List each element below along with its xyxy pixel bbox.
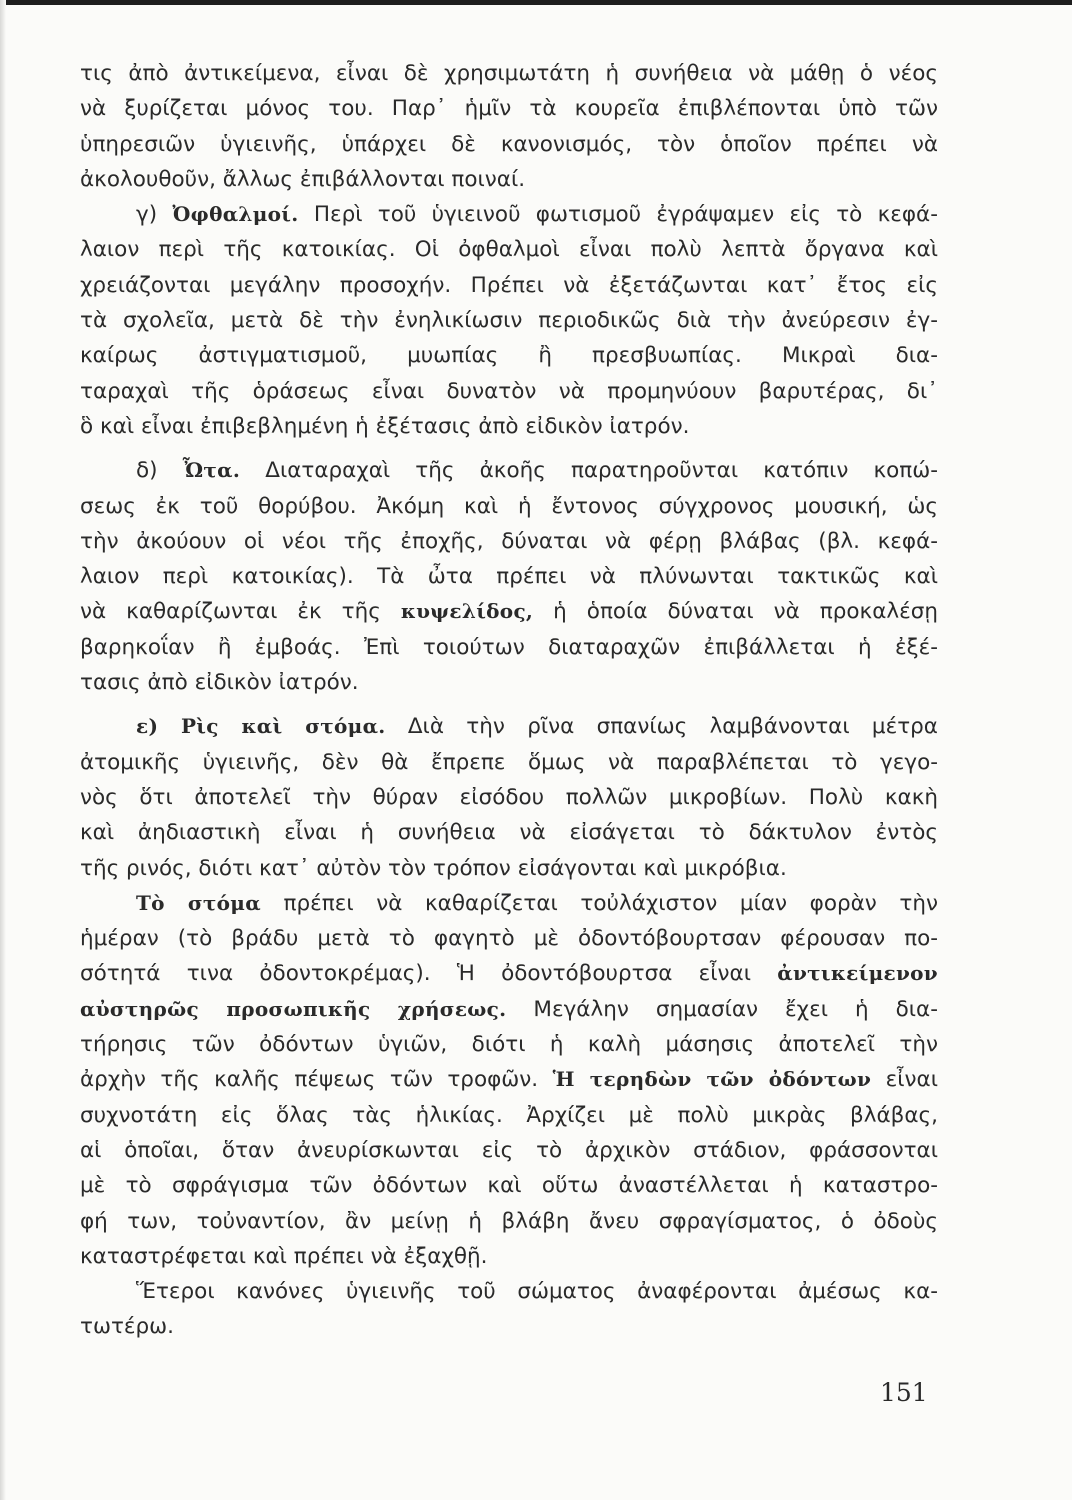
text-line: ἀκολουθοῦν, ἄλλως ἐπιβάλλονται ποιναί. [80, 166, 526, 192]
text-line: τὴν ἀκούουν οἱ νέοι τῆς ἐποχῆς, δύναται νὰ φέρῃ βλάβας (βλ. κεφά- [80, 528, 938, 554]
text-line: χρειάζονται μεγάλην προσοχήν. Πρέπει νὰ ἐξετάζωνται κατ᾽ ἔτος εἰς [80, 272, 938, 298]
paragraph-barbering [80, 56, 938, 197]
term-personal-object: ἀντικείμενον [777, 961, 938, 986]
text-line: καίρως ἀστιγματισμοῦ, μυωπίας ἢ πρεσβυωπίας. Μικραὶ δια- [80, 343, 938, 369]
term-kypselis: κυψελίδος, [400, 599, 534, 624]
text-line: τὰ σχολεῖα, μετὰ δὲ τὴν ἐνηλικίωσιν περιοδικῶς διὰ τὴν ἀνεύρεσιν ἐγ- [80, 308, 938, 334]
paragraph-eyes [80, 197, 938, 444]
text-line: αἱ ὁποῖαι, ὅταν ἀνευρίσκωνται εἰς τὸ ἀρχικὸν στάδιον, φράσσονται [80, 1137, 938, 1163]
text-line: νὰ ξυρίζεται μόνος του. Παρ᾽ ἡμῖν τὰ κουρεῖα ἐπιβλέπονται ὑπὸ τῶν [80, 96, 938, 122]
section-heading-nose-mouth: ε) Ρὶς καὶ στόμα. [136, 714, 386, 739]
text-line: λαιον περὶ κατοικίας). Τὰ ὦτα πρέπει νὰ πλύνωνται τακτικῶς καὶ [80, 564, 938, 590]
paragraph-nose-mouth [80, 709, 938, 885]
term-personal-use: αὐστηρῶς προσωπικῆς χρήσεως. [80, 996, 507, 1021]
text-line: γ) Ὀφθαλμοί. Περὶ τοῦ ὑγιεινοῦ φωτισμοῦ ἐγράψαμεν εἰς τὸ κεφά- [136, 202, 938, 228]
text-line: τωτέρω. [80, 1314, 174, 1340]
text-line: ὃ καὶ εἶναι ἐπιβεβλημένη ἡ ἐξέτασις ἀπὸ εἰδικὸν ἰατρόν. [80, 413, 690, 439]
page-number: 151 [880, 1378, 928, 1407]
text-line: βαρηκοΐαν ἢ ἐμβοάς. Ἐπὶ τοιούτων διαταραχῶν ἐπιβάλλεται ἡ ἐξέ- [80, 634, 938, 660]
text-line: καταστρέφεται καὶ πρέπει νὰ ἐξαχθῇ. [80, 1243, 488, 1269]
text-line: σεως ἐκ τοῦ θορύβου. Ἀκόμη καὶ ἡ ἔντονος σύγχρονος μουσική, ὡς [80, 493, 938, 519]
text-line: δ) Ὦτα. Διαταραχαὶ τῆς ἀκοῆς παρατηροῦνται κατόπιν κοπώ- [136, 458, 938, 484]
text-line: νὸς ὅτι ἀποτελεῖ τὴν θύραν εἰσόδου πολλῶν μικροβίων. Πολὺ κακὴ [80, 784, 938, 810]
section-heading-ears: Ὦτα. [182, 458, 241, 483]
text-line: αὐστηρῶς προσωπικῆς χρήσεως. Μεγάλην σημασίαν ἔχει ἡ δια- [80, 996, 938, 1022]
term-tooth-decay: Ἡ τερηδὼν τῶν ὀδόντων [552, 1067, 872, 1092]
text-line: ε) Ρὶς καὶ στόμα. Διὰ τὴν ρῖνα σπανίως λαμβάνονται μέτρα [136, 714, 938, 740]
text-line: Ἕτεροι κανόνες ὑγιεινῆς τοῦ σώματος ἀναφέρονται ἀμέσως κα- [136, 1279, 938, 1305]
scan-top-border [0, 0, 1072, 5]
text-line: μὲ τὸ σφράγισμα τῶν ὀδόντων καὶ οὕτω ἀναστέλλεται ἡ καταστρο- [80, 1173, 938, 1199]
text-line: τήρησις τῶν ὀδόντων ὑγιῶν, διότι ἡ καλὴ μάσησις ἀποτελεῖ τὴν [80, 1032, 938, 1058]
paragraph-mouth [80, 886, 938, 1274]
term-mouth: Τὸ στόμα [136, 890, 261, 915]
text-line: ἡμέραν (τὸ βράδυ μετὰ τὸ φαγητὸ μὲ ὀδοντόβουρτσαν φέρουσαν πο- [80, 926, 938, 952]
text-line: φή των, τοὐναντίον, ἂν μείνῃ ἡ βλάβη ἄνευ σφραγίσματος, ὁ ὀδοὺς [80, 1208, 938, 1234]
text-line: καὶ ἀηδιαστικὴ εἶναι ἡ συνήθεια νὰ εἰσάγεται τὸ δάκτυλον ἐντὸς [80, 820, 938, 846]
text-line: τις ἀπὸ ἀντικείμενα, εἶναι δὲ χρησιμωτάτη ἡ συνήθεια νὰ μάθῃ ὁ νέος [80, 61, 938, 86]
text-line: ἀρχὴν τῆς καλῆς πέψεως τῶν τροφῶν. Ἡ τερηδὼν τῶν ὀδόντων εἶναι [80, 1067, 938, 1093]
text-line: ὑπηρεσιῶν ὑγιεινῆς, ὑπάρχει δὲ κανονισμός, τὸν ὁποῖον πρέπει νὰ [80, 131, 938, 157]
page-text [80, 56, 938, 1345]
text-line: νὰ καθαρίζωνται ἐκ τῆς κυψελίδος, ἡ ὁποία δύναται νὰ προκαλέσῃ [80, 599, 938, 625]
text-line: σότητά τινα ὀδοντοκρέμας). Ἡ ὀδοντόβουρτσα εἶναι ἀντικείμενον [80, 961, 938, 987]
text-line: Τὸ στόμα πρέπει νὰ καθαρίζεται τοὐλάχιστον μίαν φορὰν τὴν [136, 890, 938, 916]
scan-left-edge [0, 0, 6, 1500]
paragraph-other-rules [80, 1274, 938, 1345]
text-line: ἀτομικῆς ὑγιεινῆς, δὲν θὰ ἔπρεπε ὅμως νὰ παραβλέπεται τὸ γεγο- [80, 749, 938, 775]
paragraph-ears [80, 453, 938, 700]
text-line: συχνοτάτη εἰς ὅλας τὰς ἡλικίας. Ἀρχίζει μὲ πολὺ μικρὰς βλάβας, [80, 1102, 938, 1128]
text-line: ταραχαὶ τῆς ὁράσεως εἶναι δυνατὸν νὰ προμηνύουν βαρυτέρας, δι᾽ [80, 378, 938, 404]
section-heading-eyes: Ὀφθαλμοί. [172, 202, 299, 227]
text-line: τῆς ρινός, διότι κατ᾽ αὐτὸν τὸν τρόπον εἰσάγονται καὶ μικρόβια. [80, 855, 787, 881]
text-line: τασις ἀπὸ εἰδικὸν ἰατρόν. [80, 670, 359, 696]
text-line: λαιον περὶ τῆς κατοικίας. Οἱ ὀφθαλμοὶ εἶναι πολὺ λεπτὰ ὄργανα καὶ [80, 237, 938, 263]
